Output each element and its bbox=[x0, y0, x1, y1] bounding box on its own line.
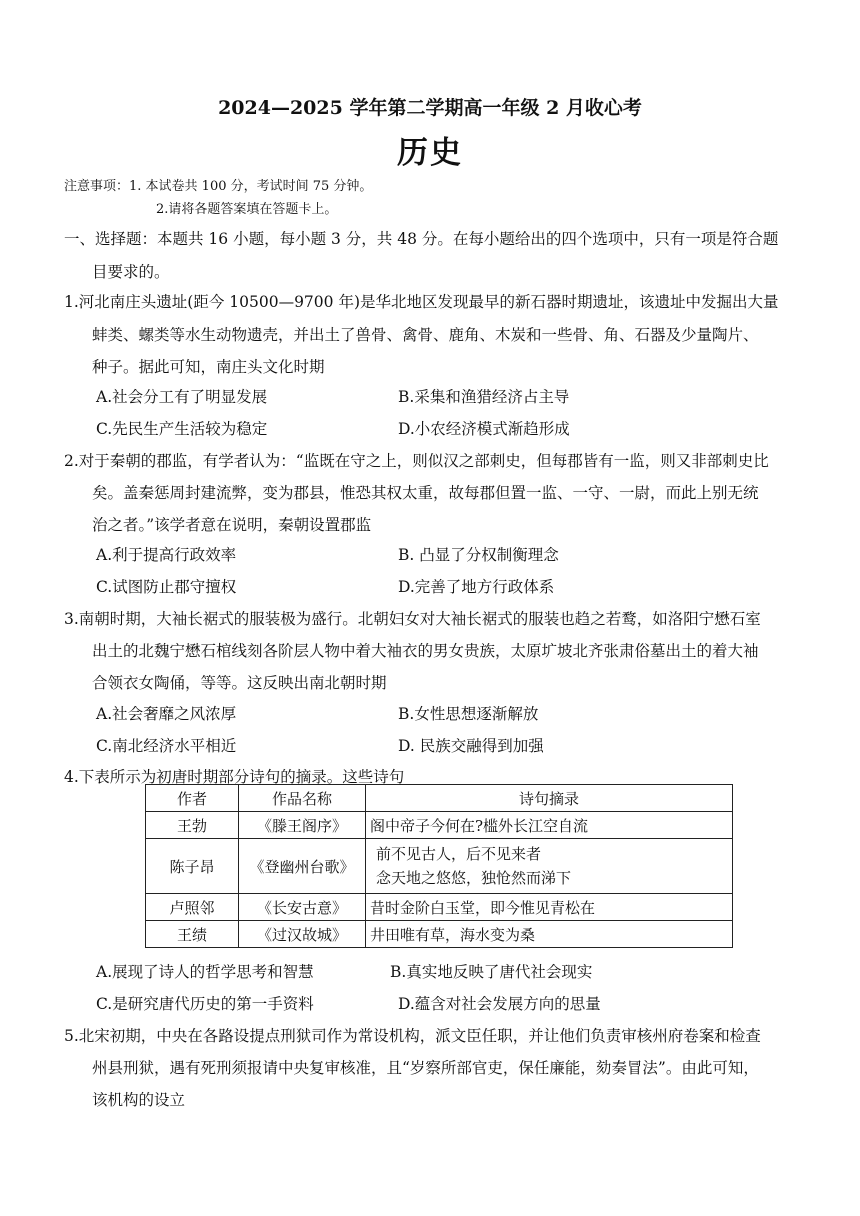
notes-line-1: 注意事项：1. 本试卷共 100 分，考试时间 75 分钟。 bbox=[64, 179, 373, 194]
q3-option-d: D. 民族交融得到加强 bbox=[398, 737, 544, 755]
table-cell-author: 王勃 bbox=[146, 812, 239, 839]
table-row bbox=[146, 894, 733, 921]
q4-option-a: A.展现了诗人的哲学思考和智慧 bbox=[96, 963, 314, 981]
q5-line-1: 5.北宋初期，中央在各路设提点刑狱司作为常设机构，派文臣任职，并让他们负责审核州府卷案和检查 bbox=[64, 1027, 761, 1045]
table-cell-verses: 井田唯有草，海水变为桑 bbox=[366, 921, 733, 948]
q1-line-2: 蚌类、螺类等水生动物遗壳，并出土了兽骨、禽骨、鹿角、木炭和一些骨、角、石器及少量陶片、 bbox=[92, 326, 759, 344]
q5-line-3: 该机构的设立 bbox=[92, 1091, 186, 1109]
q1-option-c: C.先民生产生活较为稳定 bbox=[96, 420, 268, 438]
q1-option-b: B.采集和渔猎经济占主导 bbox=[398, 388, 570, 406]
q2-option-a: A.利于提高行政效率 bbox=[96, 546, 237, 564]
table-cell-verses bbox=[366, 839, 733, 894]
table-row bbox=[146, 921, 733, 948]
q2-option-b: B. 凸显了分权制衡理念 bbox=[398, 546, 559, 564]
table-header-verses: 诗句摘录 bbox=[366, 785, 733, 812]
q3-option-a: A.社会奢靡之风浓厚 bbox=[96, 705, 237, 723]
q3-option-c: C.南北经济水平相近 bbox=[96, 737, 237, 755]
q5-line-2: 州县刑狱，遇有死刑须报请中央复审核准，且“岁察所部官吏，保任廉能，劾奏冒法”。由此可知， bbox=[92, 1059, 759, 1077]
q1-line-3: 种子。据此可知，南庄头文化时期 bbox=[92, 358, 325, 376]
table-cell-verses: 阁中帝子今何在?槛外长江空自流 bbox=[366, 812, 733, 839]
q2-option-c: C.试图防止郡守擅权 bbox=[96, 578, 237, 596]
q4-option-d: D.蕴含对社会发展方向的思量 bbox=[398, 995, 601, 1013]
q2-option-d: D.完善了地方行政体系 bbox=[398, 578, 555, 596]
q2-line-3: 治之者。”该学者意在说明，秦朝设置郡监 bbox=[92, 516, 372, 534]
section-heading-line-2: 目要求的。 bbox=[92, 263, 170, 281]
table-verse-line: 念天地之悠悠，独怆然而涕下 bbox=[376, 869, 572, 887]
table-verse-line: 前不见古人，后不见来者 bbox=[376, 845, 542, 863]
q3-option-b: B.女性思想逐渐解放 bbox=[398, 705, 539, 723]
notes-line-2: 2.请将各题答案填在答题卡上。 bbox=[156, 202, 338, 217]
table-cell-author: 王绩 bbox=[146, 921, 239, 948]
q2-line-2: 矣。盖秦惩周封建流弊，变为郡县，惟恐其权太重，故每郡但置一监、一守、一尉，而此上别无统 bbox=[92, 484, 759, 502]
table-cell-work: 《长安古意》 bbox=[239, 894, 366, 921]
table-header-work: 作品名称 bbox=[239, 785, 366, 812]
q4-option-b: B.真实地反映了唐代社会现实 bbox=[390, 963, 593, 981]
q3-line-3: 合领衣女陶俑，等等。这反映出南北朝时期 bbox=[92, 674, 387, 692]
table-cell-work: 《过汉故城》 bbox=[239, 921, 366, 948]
table-row bbox=[146, 839, 733, 894]
q1-line-1: 1.河北南庄头遗址(距今 10500—9700 年)是华北地区发现最早的新石器时期遗址，该遗址中发掘出大量 bbox=[64, 293, 779, 311]
section-heading-line-1: 一、选择题：本题共 16 小题，每小题 3 分，共 48 分。在每小题给出的四个选项中，只有一项是符合题 bbox=[64, 230, 779, 248]
q1-option-a: A.社会分工有了明显发展 bbox=[96, 388, 268, 406]
exam-title: 2024—2025 学年第二学期高一年级 2 月收心考 bbox=[218, 97, 642, 119]
poem-table bbox=[145, 784, 733, 948]
table-cell-work: 《登幽州台歌》 bbox=[239, 839, 366, 894]
q3-line-2: 出土的北魏宁懋石棺线刻各阶层人物中着大袖衣的男女贵族，太原圹坡北齐张肃俗墓出土的着大袖 bbox=[92, 642, 759, 660]
table-cell-verses: 昔时金阶白玉堂，即今惟见青松在 bbox=[366, 894, 733, 921]
table-header-author: 作者 bbox=[146, 785, 239, 812]
subject-title: 历史 bbox=[397, 135, 463, 171]
table-cell-author: 卢照邻 bbox=[146, 894, 239, 921]
q2-line-1: 2.对于秦朝的郡监，有学者认为：“监既在守之上，则似汉之部刺史，但每郡皆有一监，则又非部刺史比 bbox=[64, 452, 769, 470]
q1-option-d: D.小农经济模式渐趋形成 bbox=[398, 420, 570, 438]
q4-option-c: C.是研究唐代历史的第一手资料 bbox=[96, 995, 314, 1013]
q4-line-1: 4.下表所示为初唐时期部分诗句的摘录。这些诗句 bbox=[64, 768, 405, 786]
table-row bbox=[146, 812, 733, 839]
table-cell-author: 陈子昂 bbox=[146, 839, 239, 894]
table-cell-work: 《滕王阁序》 bbox=[239, 812, 366, 839]
table-header-row bbox=[146, 785, 733, 812]
q3-line-1: 3.南朝时期，大袖长裾式的服装极为盛行。北朝妇女对大袖长裾式的服装也趋之若鹜，如洛阳宁懋石室 bbox=[64, 610, 761, 628]
